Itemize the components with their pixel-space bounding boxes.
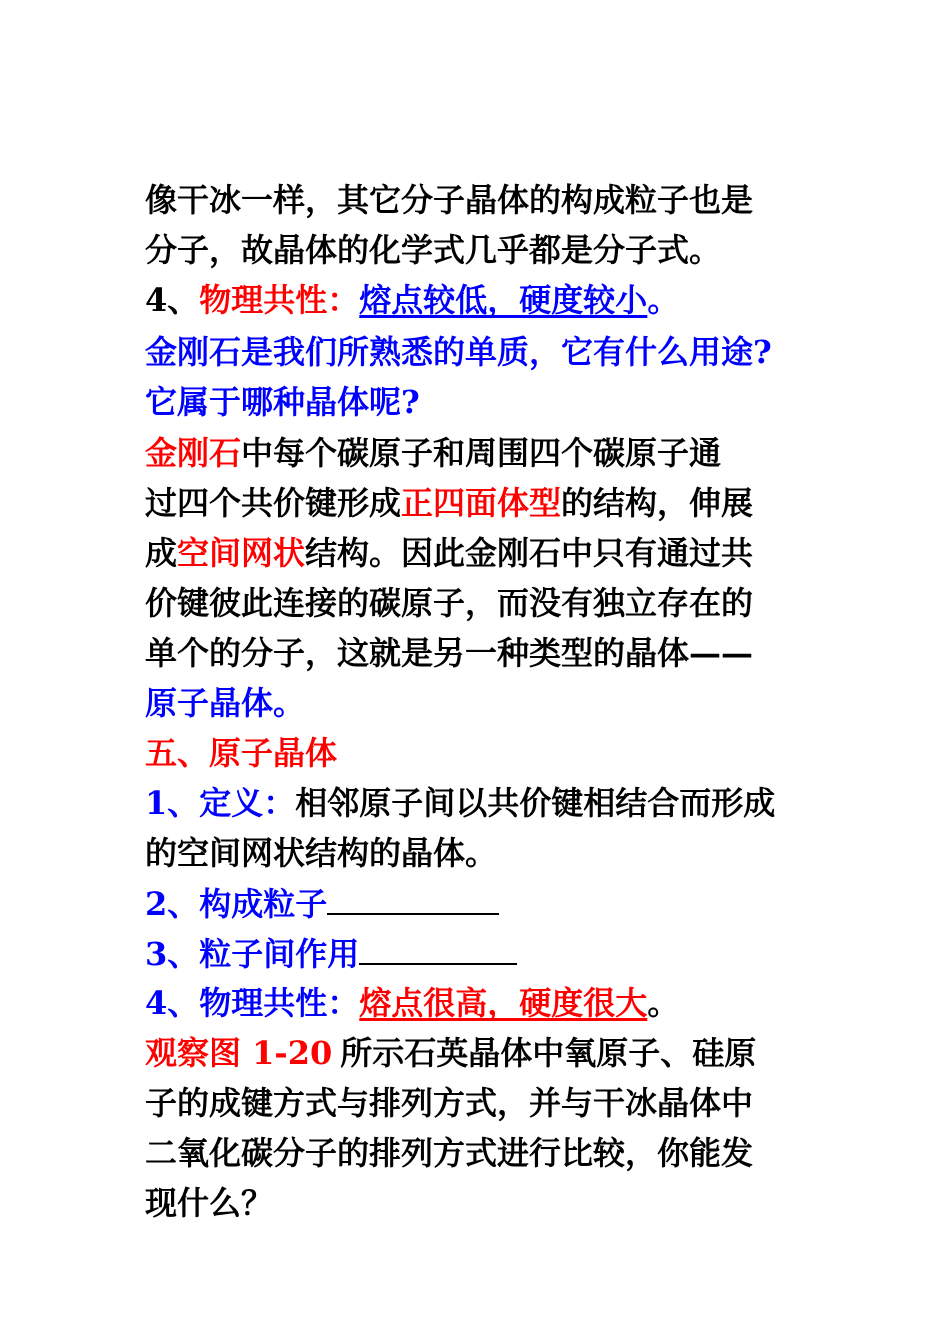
paragraph-line	[145, 180, 845, 220]
text: 分子，故晶体的化学式几乎都是分子式。	[145, 231, 722, 269]
text: 像干冰一样，其它分子晶体的构成粒子也是	[145, 181, 754, 219]
observe-line	[145, 1133, 845, 1173]
answer-blank[interactable]	[359, 933, 517, 965]
item-label: 1、定义：	[145, 784, 296, 822]
definition-text: 的空间网状结构的晶体。	[145, 834, 498, 872]
item-label: 3、粒子间作用	[145, 935, 360, 973]
diamond-line	[145, 583, 845, 623]
diamond-line	[145, 433, 845, 473]
text: 结构。因此金刚石中只有通过共	[305, 534, 754, 572]
question-text: 它属于哪种晶体呢?	[145, 383, 420, 421]
text: 单个的分子，这就是另一种类型的晶体——	[145, 634, 754, 672]
text: 所示石英晶体中氧原子、硅原	[340, 1034, 757, 1072]
term-tetrahedral: 正四面体型	[401, 484, 562, 522]
atomic-crystal-property	[145, 983, 845, 1023]
question-line	[145, 332, 845, 372]
item-number: 4、	[145, 281, 200, 319]
text: 价键彼此连接的碳原子，而没有独立存在的	[145, 584, 754, 622]
definition-line	[145, 833, 845, 873]
item-number: 4、	[145, 984, 200, 1022]
question-line	[145, 382, 845, 422]
term-atomic-crystal: 原子晶体。	[145, 684, 306, 722]
item-value: 熔点很高，硬度很大	[359, 984, 648, 1022]
molecular-crystal-property	[145, 280, 845, 320]
text: 子的成键方式与排列方式，并与干冰晶体中	[145, 1084, 754, 1122]
text: 中每个碳原子和周围四个碳原子通	[241, 434, 722, 472]
term-diamond: 金刚石	[145, 434, 242, 472]
observe-line	[145, 1033, 845, 1073]
observe-line	[145, 1183, 845, 1223]
answer-blank[interactable]	[327, 883, 499, 915]
fill-in-item	[145, 883, 845, 924]
text: 成	[145, 534, 178, 572]
term-network: 空间网状	[177, 534, 306, 572]
figure-reference: 观察图 1-20	[145, 1034, 333, 1072]
paragraph-line	[145, 230, 845, 270]
fill-in-item	[145, 933, 845, 974]
section-title: 五、原子晶体	[145, 734, 338, 772]
text: 的结构，伸展	[561, 484, 754, 522]
observe-line	[145, 1083, 845, 1123]
question-text: 金刚石是我们所熟悉的单质，它有什么用途?	[145, 333, 772, 371]
definition-text: 相邻原子间以共价键相结合而形成	[295, 784, 776, 822]
text: 二氧化碳分子的排列方式进行比较，你能发	[145, 1134, 754, 1172]
definition-line	[145, 783, 845, 823]
item-value: 熔点较低，硬度较小	[359, 281, 648, 319]
punctuation: 。	[647, 281, 680, 319]
item-label: 物理共性：	[199, 281, 360, 319]
diamond-line	[145, 633, 845, 673]
item-label: 2、构成粒子	[145, 885, 328, 923]
section-heading	[145, 733, 845, 773]
diamond-conclusion	[145, 683, 845, 723]
item-label: 物理共性：	[199, 984, 360, 1022]
text: 过四个共价键形成	[145, 484, 402, 522]
diamond-line	[145, 483, 845, 523]
diamond-line	[145, 533, 845, 573]
text: 现什么？	[145, 1184, 274, 1222]
punctuation: 。	[647, 984, 680, 1022]
